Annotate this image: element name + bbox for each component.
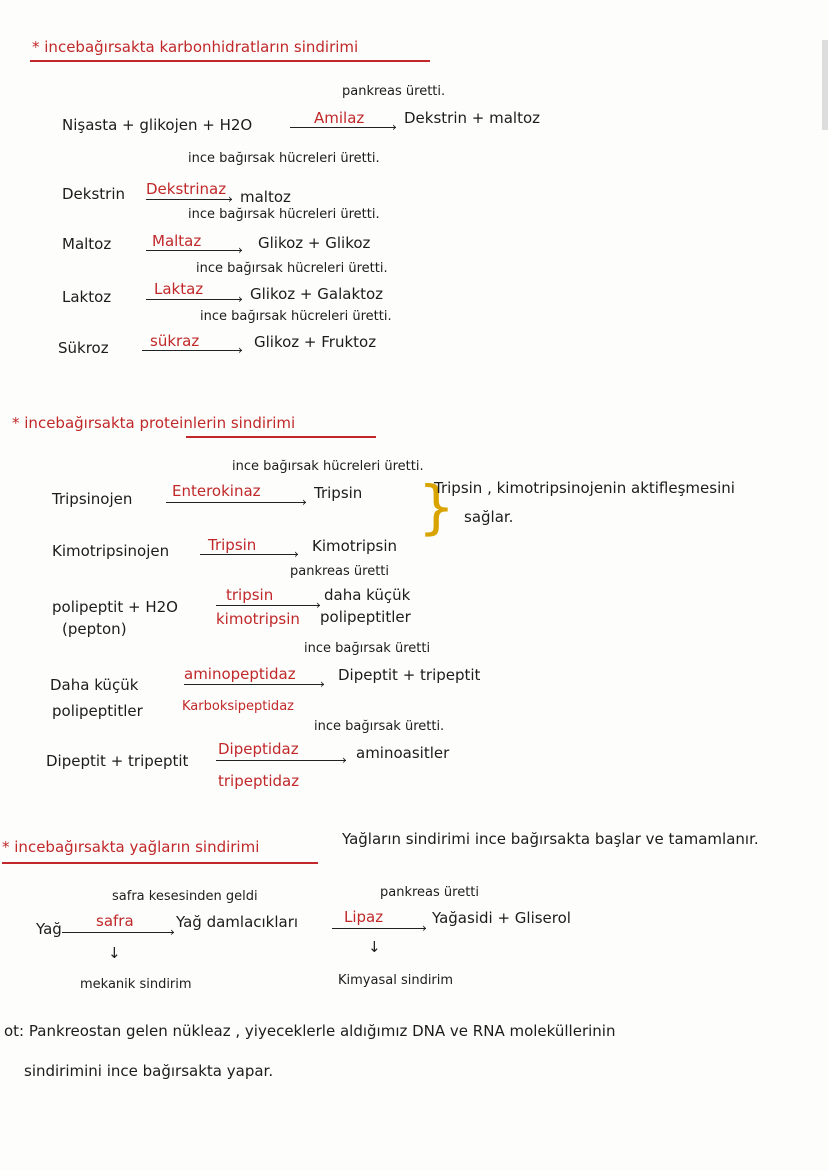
- s1r1-enzyme: Amilaz: [314, 109, 365, 127]
- arrowhead-icon: ›: [320, 677, 325, 691]
- s1r5-result: Glikoz + Fruktoz: [254, 333, 377, 351]
- s2r4-enzyme2: Karboksipeptidaz: [182, 699, 294, 714]
- s3-mid: Yağ damlacıkları: [176, 913, 299, 931]
- s2r3-arrow: [216, 605, 320, 606]
- s3-left: Yağ: [36, 920, 62, 938]
- s2r1-enzyme: Enterokinaz: [172, 482, 261, 500]
- arrowhead-icon: ›: [238, 243, 243, 257]
- s1r3-result: Glikoz + Glikoz: [258, 234, 371, 252]
- s1r3-left: Maltoz: [62, 235, 112, 253]
- page-edge: [822, 40, 828, 130]
- s1r4-enzyme: Laktaz: [154, 280, 204, 298]
- arrowhead-icon: ›: [422, 921, 427, 935]
- section1-underline: [30, 60, 430, 62]
- arrowhead-icon: ›: [316, 598, 321, 612]
- s2r1-source: ince bağırsak hücreleri üretti.: [232, 459, 424, 474]
- s1r3-source: ince bağırsak hücreleri üretti.: [188, 207, 380, 222]
- s2r5-arrow: [216, 760, 346, 761]
- arrowhead-icon: ›: [294, 547, 299, 561]
- section3-intro: Yağların sindirimi ince bağırsakta başlar ve tamamlanır.: [342, 830, 759, 848]
- s2-note-line1: Tripsin , kimotripsinojenin aktifleşmesini: [434, 479, 735, 497]
- s1r4-source: ince bağırsak hücreleri üretti.: [196, 261, 388, 276]
- s2r2-enzyme: Tripsin: [208, 536, 257, 554]
- section1-title: * incebağırsakta karbonhidratların sindirimi: [32, 38, 359, 56]
- s2r2-left: Kimotripsinojen: [52, 542, 170, 560]
- s1r4-left: Laktoz: [62, 288, 112, 306]
- s2r4-source: ince bağırsak üretti: [304, 641, 431, 656]
- s1r1-source: pankreas üretti.: [342, 84, 446, 99]
- s3-down1: mekanik sindirim: [80, 977, 192, 992]
- s2r3-left1: polipeptit + H2O: [52, 598, 178, 616]
- s2r3-enzyme1: tripsin: [226, 586, 274, 604]
- arrowhead-icon: ›: [238, 343, 243, 357]
- s1r1-arrow: [290, 127, 396, 128]
- arrowhead-icon: ›: [228, 192, 233, 206]
- s2r5-enzyme1: Dipeptidaz: [218, 740, 299, 758]
- s2r3-source: pankreas üretti: [290, 564, 390, 579]
- s2r4-left1: Daha küçük: [50, 676, 139, 694]
- s2r2-arrow: [200, 554, 298, 555]
- s1r2-enzyme: Dekstrinaz: [146, 180, 227, 198]
- s2r3-result1: daha küçük: [324, 586, 411, 604]
- s1r2-left: Dekstrin: [62, 185, 126, 203]
- s2r5-left: Dipeptit + tripeptit: [46, 752, 189, 770]
- s1r3-enzyme: Maltaz: [152, 232, 202, 250]
- s2r1-arrow: [166, 502, 306, 503]
- s2r2-result: Kimotripsin: [312, 537, 398, 555]
- note-line2: sindirimini ince bağırsakta yapar.: [24, 1062, 274, 1080]
- s2r4-arrow: [184, 684, 324, 685]
- s3-down2: Kimyasal sindirim: [338, 973, 454, 988]
- s1r3-arrow: [146, 250, 242, 251]
- s3-enzyme2: Lipaz: [344, 908, 384, 926]
- s1r5-arrow: [142, 350, 242, 351]
- section3-underline: [2, 862, 318, 864]
- s2r3-enzyme2: kimotripsin: [216, 610, 300, 628]
- s3-result: Yağasidi + Gliserol: [432, 909, 571, 927]
- s1r1-left: Nişasta + glikojen + H2O: [62, 116, 253, 134]
- s3-arrow2: [332, 928, 426, 929]
- down-arrow-icon: ↓: [108, 944, 121, 962]
- s1r5-left: Sükroz: [58, 339, 109, 357]
- s1r2-source: ince bağırsak hücreleri üretti.: [188, 151, 380, 166]
- s1r4-result: Glikoz + Galaktoz: [250, 285, 384, 303]
- arrowhead-icon: ›: [302, 495, 307, 509]
- s3-arrow1: [62, 932, 174, 933]
- arrowhead-icon: ›: [342, 753, 347, 767]
- s2r1-result: Tripsin: [314, 484, 363, 502]
- section2-underline: [186, 436, 376, 438]
- down-arrow-icon-2: ↓: [368, 938, 381, 956]
- s1r1-result: Dekstrin + maltoz: [404, 109, 541, 127]
- s2r1-left: Tripsinojen: [52, 490, 133, 508]
- s2-note-line2: sağlar.: [464, 508, 514, 526]
- arrowhead-icon: ›: [170, 925, 175, 939]
- s1r4-arrow: [146, 299, 242, 300]
- s1r2-arrow: [146, 199, 232, 200]
- arrowhead-icon: ›: [392, 120, 397, 134]
- brace-icon: }: [418, 473, 455, 541]
- section2-title: * incebağırsakta proteinlerin sindirimi: [12, 414, 296, 432]
- s3-source1: safra kesesinden geldi: [112, 889, 258, 904]
- s2r4-enzyme1: aminopeptidaz: [184, 665, 296, 683]
- s3-source2: pankreas üretti: [380, 885, 480, 900]
- note-line1: ot: Pankreostan gelen nükleaz , yiyeceklerle aldığımız DNA ve RNA moleküllerinin: [4, 1022, 616, 1040]
- s2r5-enzyme2: tripeptidaz: [218, 772, 300, 790]
- s2r3-result2: polipeptitler: [320, 608, 411, 626]
- s3-enzyme1: safra: [96, 912, 134, 930]
- s2r3-left2: (pepton): [62, 620, 127, 638]
- s2r4-result: Dipeptit + tripeptit: [338, 666, 481, 684]
- s1r5-enzyme: sükraz: [150, 332, 200, 350]
- s2r4-left2: polipeptitler: [52, 702, 143, 720]
- s2r5-result: aminoasitler: [356, 744, 450, 762]
- s2r5-source: ince bağırsak üretti.: [314, 719, 445, 734]
- s1r5-source: ince bağırsak hücreleri üretti.: [200, 309, 392, 324]
- section3-title: * incebağırsakta yağların sindirimi: [2, 838, 260, 856]
- arrowhead-icon: ›: [238, 292, 243, 306]
- s1r2-result: maltoz: [240, 188, 291, 206]
